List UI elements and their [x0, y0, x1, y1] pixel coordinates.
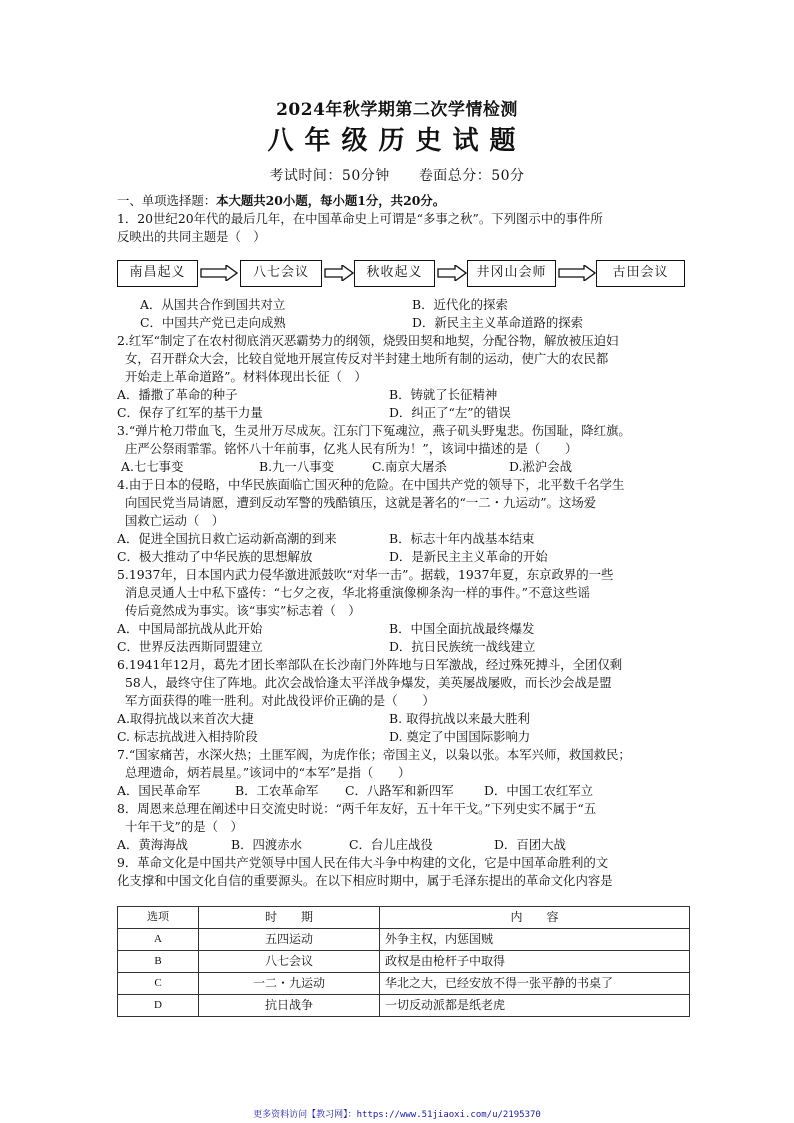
q1-event-flow-diagram [117, 260, 687, 290]
q5-option-b: B．中国全面抗战最终爆发 [389, 621, 535, 636]
flow-arrow-icon [558, 265, 596, 281]
table-header-period: 时 期 [199, 907, 380, 929]
q3-option-b: B.九一八事变 [259, 459, 334, 474]
q2-stem-line-1: 2.红军“制定了在农村彻底消灭恶霸势力的纲领，烧毁田契和地契，分配谷物，解放被压迫妇 [117, 333, 619, 348]
q4-option-c: C．极大推动了中华民族的思想解放 [117, 549, 313, 564]
q7-option-a: A．国民革命军 [117, 783, 201, 798]
table-header-option: 选项 [118, 907, 199, 929]
q2-options-row-2 [117, 405, 687, 423]
table-cell-period: 五四运动 [199, 929, 380, 951]
q1-option-c: C．中国共产党已走向成熟 [140, 315, 286, 330]
q7-option-b: B．工农革命军 [235, 783, 319, 798]
q6-options-row-1 [117, 711, 687, 729]
exam-info: 考试时间：50分钟 卷面总分：50分 [269, 168, 525, 184]
q8-option-d: D．百团大战 [494, 837, 566, 852]
footer-link[interactable]: 更多资料访问【教习网】：https://www.51jiaoxi.com/u/2195370 [253, 1110, 541, 1120]
questions-block-2 [117, 297, 687, 891]
q1-option-a: A．从国共合作到国共对立 [140, 297, 286, 312]
table-cell-content: 一切反动派都是纸老虎 [380, 995, 690, 1017]
q1-option-b: B．近代化的探索 [412, 297, 508, 312]
q5-option-d: D．抗日民族统一战线建立 [389, 639, 536, 654]
q5-stem-line-3: 传后竟然成为事实。该“事实”标志着（ ） [125, 603, 361, 618]
table-header-content: 内 容 [380, 907, 690, 929]
table-cell-option: D [118, 995, 199, 1017]
q3-stem-line-2: 庄严公祭雨霏霏。铭怀八十年前事，亿兆人民有所为！”，该词中描述的是（ ） [125, 441, 578, 456]
q5-stem-line-1: 5.1937年，日本国内武力侵华激进派鼓吹“对华一击”。据载，1937年夏，东京政界的一些 [117, 567, 614, 582]
q5-options-row-1 [117, 621, 687, 639]
q1-stem-line-2: 反映出的共同主题是（ ） [117, 229, 266, 244]
flow-box-nanchang: 南昌起义 [117, 260, 198, 287]
q4-option-b: B．标志十年内战基本结束 [389, 531, 535, 546]
q6-option-c: C. 标志抗战进入相持阶段 [117, 729, 258, 744]
table-cell-option: B [118, 951, 199, 973]
q2-options-row-1 [117, 387, 687, 405]
q2-stem-line-2: 女，召开群众大会，比较自觉地开展宣传反对半封建土地所有制的运动，使广大的农民都 [125, 351, 609, 366]
q2-option-c: C．保存了红军的基干力量 [117, 405, 263, 420]
flow-arrow-icon [324, 265, 354, 281]
q7-option-d: D．中国工农红军立 [484, 783, 594, 798]
q2-option-b: B．铸就了长征精神 [389, 387, 498, 402]
flow-box-jinggangshan: 井冈山会师 [467, 260, 556, 287]
subject-title: 八年级历史试题 [267, 126, 527, 156]
q4-option-a: A．促进全国抗日救亡运动新高潮的到来 [117, 531, 337, 546]
q5-option-a: A．中国局部抗战从此开始 [117, 621, 263, 636]
q8-options-row [117, 837, 687, 855]
section-heading: 一、单项选择题：本大题共20小题，每小题1分，共20分。 [117, 193, 446, 208]
questions-block-1 [117, 193, 687, 247]
q9-table [117, 906, 690, 1017]
q3-option-d: D.淞沪会战 [509, 459, 572, 474]
q8-option-a: A．黄海海战 [117, 837, 188, 852]
q2-option-a: A．播撒了革命的种子 [117, 387, 238, 402]
q1-option-d: D．新民主主义革命道路的探索 [412, 315, 584, 330]
q5-stem-line-2: 消息灵通人士中私下盛传：“七夕之夜，华北将重演像柳条沟一样的事件。”不意这些谣 [125, 585, 590, 600]
q6-option-d: D. 奠定了中国国际影响力 [389, 729, 531, 744]
exam-title: 2024年秋学期第二次学情检测 [276, 100, 518, 120]
q4-stem-line-2: 向国民党当局请愿，遭到反动军警的残酷镇压，这就是著名的“一二・九运动”。这场爱 [125, 495, 597, 510]
table-cell-option: A [118, 929, 199, 951]
table-row [118, 951, 690, 973]
q6-stem-line-1: 6.1941年12月，葛先才团长率部队在长沙南门外阵地与日军激战，经过殊死搏斗，全团仅剩 [117, 657, 623, 672]
table-cell-period: 一二・九运动 [199, 973, 380, 995]
q4-stem-line-3: 国救亡运动（ ） [125, 513, 225, 528]
q7-options-row [117, 783, 687, 801]
table-cell-option: C [118, 973, 199, 995]
table-cell-content: 政权是由枪杆子中取得 [380, 951, 690, 973]
q7-stem-line-1: 7.“国家痛苦，水深火热；土匪军阀，为虎作伥；帝国主义，以枭以张。本军兴师，救国救民； [117, 747, 631, 762]
q7-option-c: C．八路军和新四军 [345, 783, 454, 798]
table-cell-content: 华北之大，已经安放不得一张平静的书桌了 [380, 973, 690, 995]
q1-options-row-2 [117, 315, 687, 333]
table-row [118, 929, 690, 951]
q4-stem-line-1: 4.由于日本的侵略，中华民族面临亡国灭种的危险。在中国共产党的领导下，北平数千名学生 [117, 477, 625, 492]
q4-options-row-2 [117, 549, 687, 567]
q8-option-c: C．台儿庄战役 [349, 837, 433, 852]
q1-options-row-1 [117, 297, 687, 315]
q3-option-a: A.七七事变 [121, 459, 184, 474]
q7-stem-line-2: 总理遗命，炳若晨星。”该词中的“本军”是指（ ） [125, 765, 411, 780]
table-header-row [118, 907, 690, 929]
table-cell-period: 八七会议 [199, 951, 380, 973]
q3-option-c: C.南京大屠杀 [372, 459, 447, 474]
q6-option-a: A.取得抗战以来首次大捷 [117, 711, 254, 726]
q9-stem-line-2: 化支撑和中国文化自信的重要源头。在以下相应时期中，属于毛泽东提出的革命文化内容是 [117, 873, 613, 888]
q8-stem-line-1: 8．周恩来总理在阐述中日交流史时说：“两千年友好，五十年干戈。”下列史实不属于“五 [117, 801, 597, 816]
q6-options-row-2 [117, 729, 687, 747]
flow-box-gutian: 古田会议 [596, 260, 685, 287]
q6-stem-line-3: 军方面获得的唯一胜利。对此战役评价正确的是（ ） [125, 693, 435, 708]
table-row [118, 973, 690, 995]
q5-options-row-2 [117, 639, 687, 657]
flow-arrow-icon [437, 265, 467, 281]
table-row [118, 995, 690, 1017]
q4-option-d: D．是新民主主义革命的开始 [389, 549, 548, 564]
q9-stem-line-1: 9．革命文化是中国共产党领导中国人民在伟大斗争中构建的文化，它是中国革命胜利的文 [117, 855, 609, 870]
q2-option-d: D．纠正了“左”的错误 [389, 405, 511, 420]
flow-box-bayi: 八七会议 [240, 260, 322, 287]
q5-option-c: C．世界反法西斯同盟建立 [117, 639, 263, 654]
q8-option-b: B．四渡赤水 [231, 837, 303, 852]
flow-box-qiushou: 秋收起义 [354, 260, 435, 287]
flow-arrow-icon [200, 265, 238, 281]
q3-stem-line-1: 3.“弹片枪刀带血飞，生灵卅万尽成灰。江东门下冤魂泣，燕子矶头野鬼悲。伤国耻，降红旗。 [117, 423, 631, 438]
q3-options-row [117, 459, 687, 477]
q8-stem-line-2: 十年干戈”的是（ ） [125, 819, 243, 834]
table-cell-period: 抗日战争 [199, 995, 380, 1017]
q1-stem-line-1: 1．20世纪20年代的最后几年，在中国革命史上可谓是“多事之秋”。下列图示中的事件所 [117, 211, 603, 226]
q6-option-b: B. 取得抗战以来最大胜利 [389, 711, 530, 726]
table-cell-content: 外争主权，内惩国贼 [380, 929, 690, 951]
q6-stem-line-2: 58人，最终守住了阵地。此次会战恰逢太平洋战争爆发，美英屡战屡败，而长沙会战是盟 [125, 675, 612, 690]
q2-stem-line-3: 开始走上革命道路”。材料体现出长征（ ） [125, 369, 367, 384]
q4-options-row-1 [117, 531, 687, 549]
